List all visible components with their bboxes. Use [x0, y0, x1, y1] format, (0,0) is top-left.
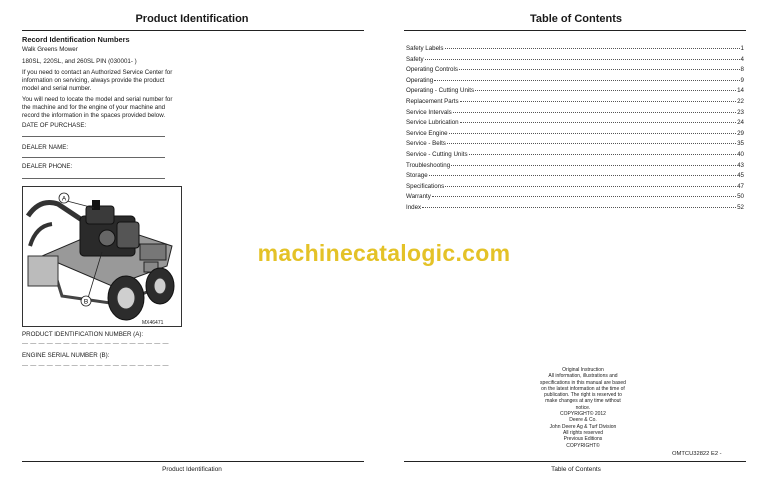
toc-leader-dots: [432, 196, 736, 197]
toc-entry-label: Service - Belts: [406, 140, 446, 148]
dealer-name-label: DEALER NAME:: [22, 144, 69, 151]
toc-entry-page: 43: [737, 161, 744, 169]
toc-entry-label: Service - Cutting Units: [406, 151, 468, 158]
toc-entry[interactable]: [406, 193, 744, 202]
toc-entry-label: Service Lubrication: [406, 119, 459, 127]
right-page-title: Table of Contents: [529, 13, 623, 25]
pin-dashes: — — — — — — — — — — — — — — — — — —: [22, 341, 169, 347]
toc-entry-label: Service Engine: [406, 129, 448, 137]
toc-entry-label: Index: [406, 204, 422, 211]
toc-leader-dots: [469, 154, 737, 155]
toc-entry[interactable]: [406, 45, 744, 54]
right-title-rule: [404, 30, 746, 31]
notice-line: All rights reserved: [562, 429, 603, 436]
notice-line: specifications in this manual are based: [540, 379, 626, 386]
toc-entry-page: 29: [737, 129, 744, 137]
toc-entry-page: 14: [737, 87, 744, 95]
toc-entry-page: 50: [737, 193, 744, 201]
toc-leader-dots: [460, 122, 736, 123]
dealer-name-line: [22, 157, 165, 158]
notice-line: make changes at any time without: [545, 398, 621, 405]
toc-entry[interactable]: [406, 204, 744, 213]
toc-entry[interactable]: [406, 162, 744, 171]
toc-entry-label: Operating - Cutting Units: [406, 87, 475, 95]
toc-leader-dots: [460, 101, 736, 102]
callout-a: A: [61, 195, 67, 203]
toc-leader-dots: [445, 48, 740, 49]
toc-leader-dots: [434, 80, 739, 81]
toc-leader-dots: [475, 90, 736, 91]
toc-entry-page: 35: [737, 140, 744, 148]
right-footer-rule: [404, 461, 746, 462]
notice-line: notice.: [575, 404, 591, 411]
toc-entry[interactable]: [406, 87, 744, 96]
right-footer: Table of Contents: [551, 466, 601, 473]
toc-entry-page: 23: [737, 108, 744, 116]
left-footer-rule: [22, 461, 364, 462]
toc-entry-label: Replacement Parts: [406, 98, 459, 105]
toc-entry[interactable]: [406, 140, 744, 149]
notice-line: COPYRIGHT© 2012: [560, 411, 606, 418]
toc-leader-dots: [459, 69, 740, 70]
toc-entry-page: 40: [737, 151, 744, 158]
toc-leader-dots: [451, 165, 736, 166]
toc-entry-label: Warranty: [406, 193, 431, 201]
notice-line: John Deere Ag & Turf Division: [549, 423, 617, 430]
dealer-phone-label: DEALER PHONE:: [22, 163, 73, 170]
notice-line: Original Instruction: [562, 367, 604, 373]
notice-line: COPYRIGHT©: [566, 442, 600, 449]
toc-entry-page: 45: [737, 172, 744, 180]
section-heading: Record Identification Numbers: [22, 35, 130, 44]
pin-range-text: 180SL, 220SL, and 260SL PIN (030001- ): [22, 58, 137, 65]
toc-leader-dots: [449, 133, 736, 134]
toc-entry-page: 4: [740, 55, 744, 63]
toc-entry-label: Specifications: [406, 182, 445, 190]
date-of-purchase-label: DATE OF PURCHASE:: [22, 122, 87, 129]
toc-entry[interactable]: [406, 151, 744, 160]
toc-leader-dots: [453, 112, 736, 113]
copyright-notice: [520, 367, 646, 449]
toc-entry[interactable]: [406, 119, 744, 128]
locate-info-text: You will need to locate the model and serial number for the machine and for the engine of your machine and record the information in the spaces provided below.: [22, 96, 173, 119]
engine-serial-label: ENGINE SERIAL NUMBER (B):: [22, 352, 110, 359]
toc-leader-dots: [422, 207, 736, 208]
toc-entry-label: Safety Labels: [406, 45, 444, 52]
toc-entry-page: 1: [740, 45, 744, 52]
toc-entry-label: Operating Controls: [406, 66, 458, 74]
figure-id: MX46471: [142, 320, 164, 326]
toc-entry[interactable]: [406, 56, 744, 65]
notice-line: on the latest information at the time of: [541, 385, 625, 392]
notice-line: Deere & Co.: [569, 417, 597, 424]
toc-entry[interactable]: [406, 66, 744, 75]
service-info-text: If you need to contact an Authorized Service Center for information on servicing, always provide the product model and serial number.: [22, 69, 173, 92]
notice-line: Previous Editions: [563, 436, 603, 443]
date-of-purchase-line: [22, 136, 165, 137]
toc-entry-page: 24: [737, 119, 744, 127]
toc-entry[interactable]: [406, 98, 744, 107]
toc-entry-page: 9: [740, 76, 744, 84]
pin-label: PRODUCT IDENTIFICATION NUMBER (A):: [22, 331, 144, 338]
toc-entry[interactable]: [406, 130, 744, 139]
toc-entry[interactable]: [406, 109, 744, 118]
toc-entry[interactable]: [406, 172, 744, 181]
callout-b: B: [83, 298, 89, 306]
toc-leader-dots: [429, 175, 736, 176]
toc-leader-dots: [447, 143, 736, 144]
toc-entry[interactable]: [406, 77, 744, 86]
toc-entry[interactable]: [406, 183, 744, 192]
engine-dashes: — — — — — — — — — — — — — — — — — —: [22, 363, 169, 369]
toc-entry-label: Service Intervals: [406, 108, 452, 116]
left-title-rule: [22, 30, 364, 31]
dealer-phone-line: [22, 178, 165, 179]
toc-leader-dots: [425, 59, 740, 60]
toc-entry-label: Storage: [406, 172, 428, 180]
toc-entry-label: Troubleshooting: [406, 161, 451, 169]
toc-entry-page: 47: [737, 182, 744, 190]
toc-leader-dots: [445, 186, 736, 187]
left-page-title: Product Identification: [135, 13, 249, 25]
document-code: OMTCU32822 E2 -: [672, 451, 722, 457]
left-footer: Product Identification: [162, 466, 222, 473]
watermark: machinecatalogic.com: [257, 240, 511, 266]
model-text: Walk Greens Mower: [22, 46, 78, 53]
toc-entry-page: 22: [737, 98, 744, 105]
toc-entry-page: 8: [740, 66, 744, 74]
toc-entry-label: Safety: [406, 55, 424, 63]
notice-line: publication. The right is reserved to: [544, 392, 622, 399]
toc-entry-page: 52: [737, 204, 744, 211]
notice-line: All information, illustrations and: [548, 373, 618, 380]
toc-entry-label: Operating: [406, 76, 434, 84]
